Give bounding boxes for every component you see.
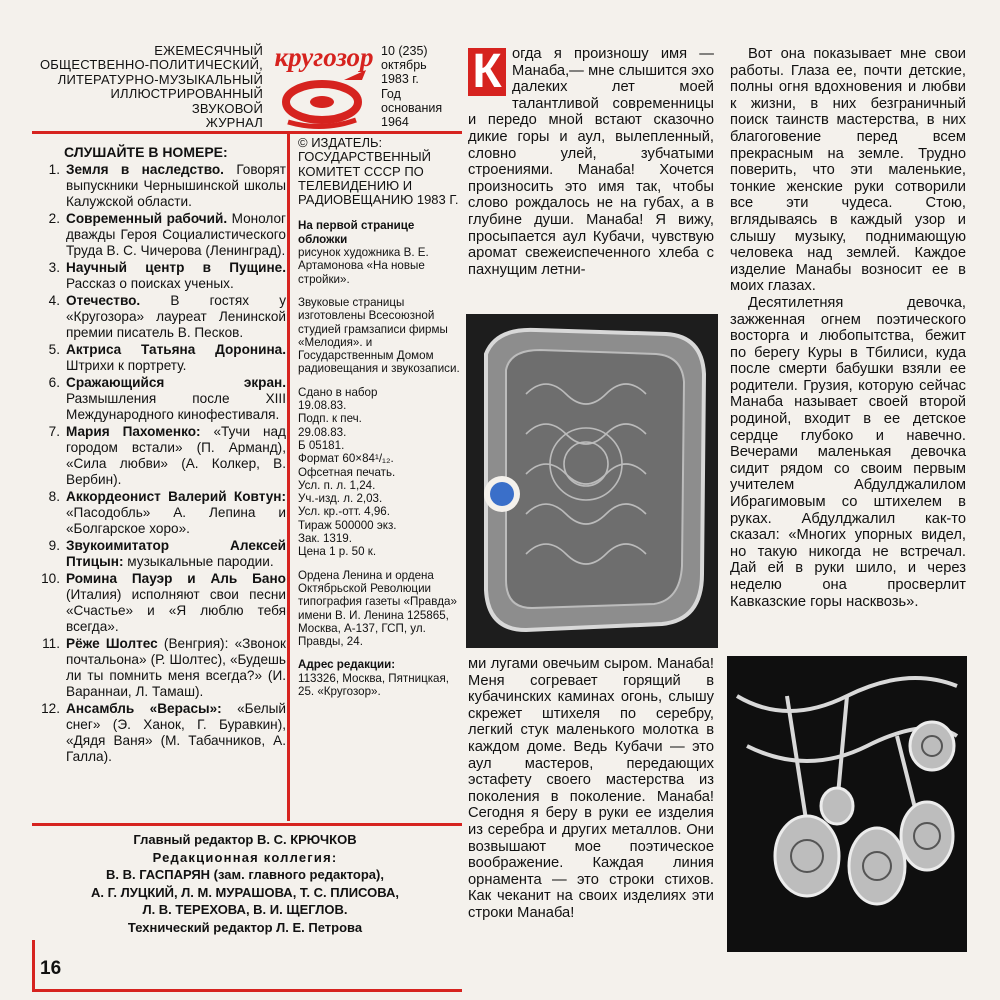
contents-item-text: Говорят выпускники Чернышинской школы Калужской области. bbox=[66, 162, 286, 209]
contents-item-text: «Белый снег» (Э. Ханок, Г. Буравкин), «Дядя Ваня» (М. Табачников, А. Галла). bbox=[66, 701, 286, 764]
print-line: Б 05181. bbox=[298, 438, 345, 452]
contents-item-text: В гостях у «Кругозора» лауреат Ленинской премии писатель В. Песков. bbox=[66, 293, 286, 340]
print-line: 29.08.83. bbox=[298, 425, 347, 439]
print-line: Подп. к печ. bbox=[298, 412, 362, 426]
contents-item-number: 6. bbox=[48, 375, 60, 390]
contents-item-number: 10. bbox=[41, 571, 60, 586]
contents-item bbox=[30, 571, 286, 635]
issue-line: основания bbox=[381, 100, 443, 115]
cover-heading: На первой странице обложки bbox=[298, 219, 415, 246]
issue-line: октябрь bbox=[381, 58, 427, 73]
issue-line: 1964 bbox=[381, 115, 409, 130]
issue-line: Год bbox=[381, 86, 401, 101]
masthead-line: ИЛЛЮСТРИРОВАННЫЙ bbox=[110, 86, 263, 102]
print-line: Цена 1 р. 50 к. bbox=[298, 545, 377, 559]
editorial-address bbox=[298, 658, 460, 698]
article-column-1-top bbox=[468, 46, 714, 298]
contents-item-title: Звукоимитатор Алексей Птицын: bbox=[66, 538, 286, 569]
contents-item bbox=[30, 211, 286, 259]
article-column-1-bottom: ми лугами овечьим сыром. Манаба! Меня согревает горящий в кубачинских каминах огонь, слышу скрежет штихеля по серебру, легкий стук маленького молотка в каждом доме. Ведь Кубачи — это аул мастеров, передающих эстафету своего мастерства из поколения в поколение. Манаба! Сегодня я беру в руки ее изделия из серебра и других металлов. Они возвышают мое поэтическое воображение. Каждая линия орнамента — это строки стихов. Как чеканит на своих изделиях эти строки Манаба! bbox=[468, 656, 714, 921]
contents-item-number: 9. bbox=[48, 538, 60, 553]
masthead-line: ОБЩЕСТВЕННО-ПОЛИТИЧЕСКИЙ, bbox=[39, 57, 263, 73]
issue-line: 10 (235) bbox=[381, 44, 428, 58]
contents-heading: СЛУШАЙТЕ В НОМЕРЕ: bbox=[64, 144, 228, 160]
contents-item-text: Рассказ о поисках ученых. bbox=[66, 276, 234, 291]
contents-item-number: 3. bbox=[48, 260, 60, 275]
issue-info bbox=[381, 44, 461, 129]
drop-cap: К bbox=[468, 48, 506, 96]
red-rule-divider bbox=[287, 131, 290, 821]
print-line: Офсетная печать. bbox=[298, 465, 396, 479]
contents-item bbox=[30, 489, 286, 537]
masthead-line: ЛИТЕРАТУРНО-МУЗЫКАЛЬНЫЙ bbox=[57, 71, 263, 87]
cover-credit bbox=[298, 219, 460, 285]
cover-text: рисунок художника В. Е. Артамонова «На новые стройки». bbox=[298, 246, 429, 286]
masthead-description bbox=[20, 44, 263, 130]
contents-list bbox=[30, 140, 286, 766]
contents-item-text: (Италия) исполняют свои песни «Счастье» и «Я люблю тебя всегда». bbox=[66, 587, 286, 634]
contents-item-title: Сражающийся экран. bbox=[66, 375, 286, 390]
contents-item-title: Отечество. bbox=[66, 293, 141, 308]
print-line: Сдано в набор bbox=[298, 385, 378, 399]
contents-item-text: «Пасодобль» А. Лепина и «Болгарское хоро». bbox=[66, 505, 286, 536]
masthead-line: ЕЖЕМЕСЯЧНЫЙ bbox=[154, 43, 263, 58]
contents-item-title: Ромина Пауэр и Аль Бано bbox=[66, 571, 286, 586]
board-member-line: В. В. ГАСПАРЯН (зам. главного редактора), bbox=[106, 867, 384, 883]
page-number: 16 bbox=[40, 958, 62, 979]
contents-item-number: 5. bbox=[48, 342, 60, 357]
article-paragraph: Десятилетняя девочка, зажженная огнем поэтического восторга и любопытства, бежит по берегу Куры в Тбилиси, куда после смерти бабушки взяли ее родители. Грузия, которую сейчас Манаба называет своей второй родиной, входит в ее детское сердце глубоко и навечно. Вечерами маленькая девочка сидит рядом со своим первым учителем Абдулджалилом Ибрагимовым со штихелем в руках. Абдулджалил как-то сказал: «Многих упорных видел, но такую никогда не встречал. Дай ей в руки шило, и через неделю она просверлит Кавказские горы насквозь». bbox=[730, 294, 966, 610]
contents-item bbox=[30, 424, 286, 488]
contents-item-number: 4. bbox=[48, 293, 60, 308]
contents-item-title: Рёже Шолтес bbox=[66, 636, 158, 651]
issue-line: 1983 г. bbox=[381, 72, 419, 87]
tech-editor: Технический редактор Л. Е. Петрова bbox=[127, 919, 363, 935]
editorial-board bbox=[30, 831, 460, 937]
red-rule-corner-v bbox=[32, 940, 35, 992]
silver-tray-photo bbox=[466, 314, 718, 648]
contents-item bbox=[30, 342, 286, 374]
address-heading: Адрес редакции: bbox=[298, 658, 396, 672]
board-member-line: Л. В. ТЕРЕХОВА, В. И. ЩЕГЛОВ. bbox=[142, 902, 348, 918]
print-line: Формат 60×84¹/₁₂. bbox=[298, 452, 394, 466]
red-rule-bottom bbox=[32, 823, 462, 826]
contents-item bbox=[30, 538, 286, 570]
board-member-line: А. Г. ЛУЦКИЙ, Л. М. МУРАШОВА, Т. С. ПЛИСОВА, bbox=[91, 884, 399, 900]
contents-item-number: 11. bbox=[42, 636, 60, 651]
contents-item-number: 2. bbox=[48, 211, 60, 226]
contents-item bbox=[30, 162, 286, 210]
contents-item-text: Размышления после XIII Международного кинофестиваля. bbox=[66, 391, 286, 422]
contents-item bbox=[30, 260, 286, 292]
publisher-info bbox=[298, 136, 460, 708]
masthead-line: ЖУРНАЛ bbox=[205, 115, 263, 131]
print-line: Усл. п. л. 1,24. bbox=[298, 478, 376, 492]
contents-item-text: Монолог дважды Героя Социалистического Труда В. С. Чичерова (Ленинград). bbox=[66, 211, 286, 258]
contents-item-title: Современный рабочий. bbox=[66, 211, 228, 226]
krugozor-logo bbox=[270, 40, 378, 130]
red-rule-footer bbox=[32, 989, 462, 992]
contents-item-text: (Венгрия): «Звонок почтальона» (Р. Шолтес), «Будешь ли ты помнить меня всегда?» (И. Вараннаи, Л. Тамаш). bbox=[66, 636, 286, 699]
address-text: 113326, Москва, Пятницкая, 25. «Кругозор». bbox=[298, 671, 450, 698]
article-text: огда я произношу имя — Манаба,— мне слышится эхо далеких лет моей талантливой современницы и передо мной встают сказочно дикие горы и аул, вылепленный, словно улей, зубчатыми строениями. Манаба! Хочется произносить это имя так, чтобы слово рождалось не на губах, а в глубине души. Манаба! Я вижу, просыпается аул Кубачи, чувствую аромат свежеиспеченного хлеба с пахнущим летни- bbox=[468, 46, 714, 278]
print-line: 19.08.83. bbox=[298, 399, 347, 413]
article-column-2 bbox=[730, 46, 966, 646]
masthead-line: ЗВУКОВОЙ bbox=[191, 100, 263, 116]
contents-item-number: 12. bbox=[41, 701, 60, 716]
print-line: Уч.-изд. л. 2,03. bbox=[298, 492, 383, 506]
contents-item-title: Мария Пахоменко: bbox=[66, 424, 201, 439]
contents-item-title: Ансамбль «Верасы»: bbox=[66, 701, 222, 716]
jewelry-photo bbox=[727, 656, 967, 952]
red-rule-top bbox=[32, 131, 462, 134]
contents-item-title: Аккордеонист Валерий Ковтун: bbox=[66, 489, 286, 504]
print-details bbox=[298, 386, 460, 559]
contents-item-text: музыкальные пародии. bbox=[123, 554, 274, 569]
logo-text: кругозор bbox=[274, 42, 374, 72]
contents-item-title: Земля в наследство. bbox=[66, 162, 224, 177]
contents-item bbox=[30, 636, 286, 700]
article-paragraph: Вот она показывает мне свои работы. Глаза ее, почти детские, полны огня вдохновения и любви к жизни, в них безграничный поиск таинств мастерства, в них благоговение перед всем прекрасным на земле. Трудно поверить, что эти маленькие, тонкие женские руки сотворили все эти чудеса. Стою, вглядываясь в каждый узор и слышу музыку, поднимающую человека над землей. Каждое изделие Манабы возносит ее в моих глазах. bbox=[730, 46, 966, 295]
contents-item-text: «Тучи над городом встали» (П. Арманд), «Сила любви» (А. Колкер, В. Вербин). bbox=[66, 424, 286, 487]
contents-items bbox=[30, 162, 286, 765]
sound-pages-credit: Звуковые страницы изготовлены Всесоюзной студией грамзаписи фирмы «Мелодия». и Государственным Домом радиовещания и звукозаписи. bbox=[298, 295, 460, 376]
printer-info: Ордена Ленина и ордена Октябрьской Революции типография газеты «Правда» имени В. И. Ленина 125865, Москва, А-137, ГСП, ул. Правды, 24. bbox=[298, 568, 457, 649]
contents-item-title: Актриса Татьяна Доронина. bbox=[66, 342, 286, 357]
contents-item-number: 1. bbox=[48, 162, 60, 177]
board-title: Редакционная коллегия: bbox=[152, 849, 338, 865]
copyright: © ИЗДАТЕЛЬ: ГОСУДАРСТВЕННЫЙ КОМИТЕТ СССР ПО ТЕЛЕВИДЕНИЮ И РАДИОВЕЩАНИЮ 1983 Г. bbox=[298, 135, 459, 208]
contents-item-number: 8. bbox=[48, 489, 60, 504]
contents-item bbox=[30, 293, 286, 341]
contents-item-number: 7. bbox=[48, 424, 60, 439]
contents-item bbox=[30, 701, 286, 765]
contents-item-text: Штрихи к портрету. bbox=[66, 358, 187, 373]
chief-editor: Главный редактор В. С. КРЮЧКОВ bbox=[133, 832, 357, 847]
contents-item bbox=[30, 375, 286, 423]
print-line: Зак. 1319. bbox=[298, 532, 352, 546]
print-line: Усл. кр.-отт. 4,96. bbox=[298, 505, 390, 519]
contents-item-title: Научный центр в Пущине. bbox=[66, 260, 286, 275]
print-line: Тираж 500000 экз. bbox=[298, 518, 397, 532]
